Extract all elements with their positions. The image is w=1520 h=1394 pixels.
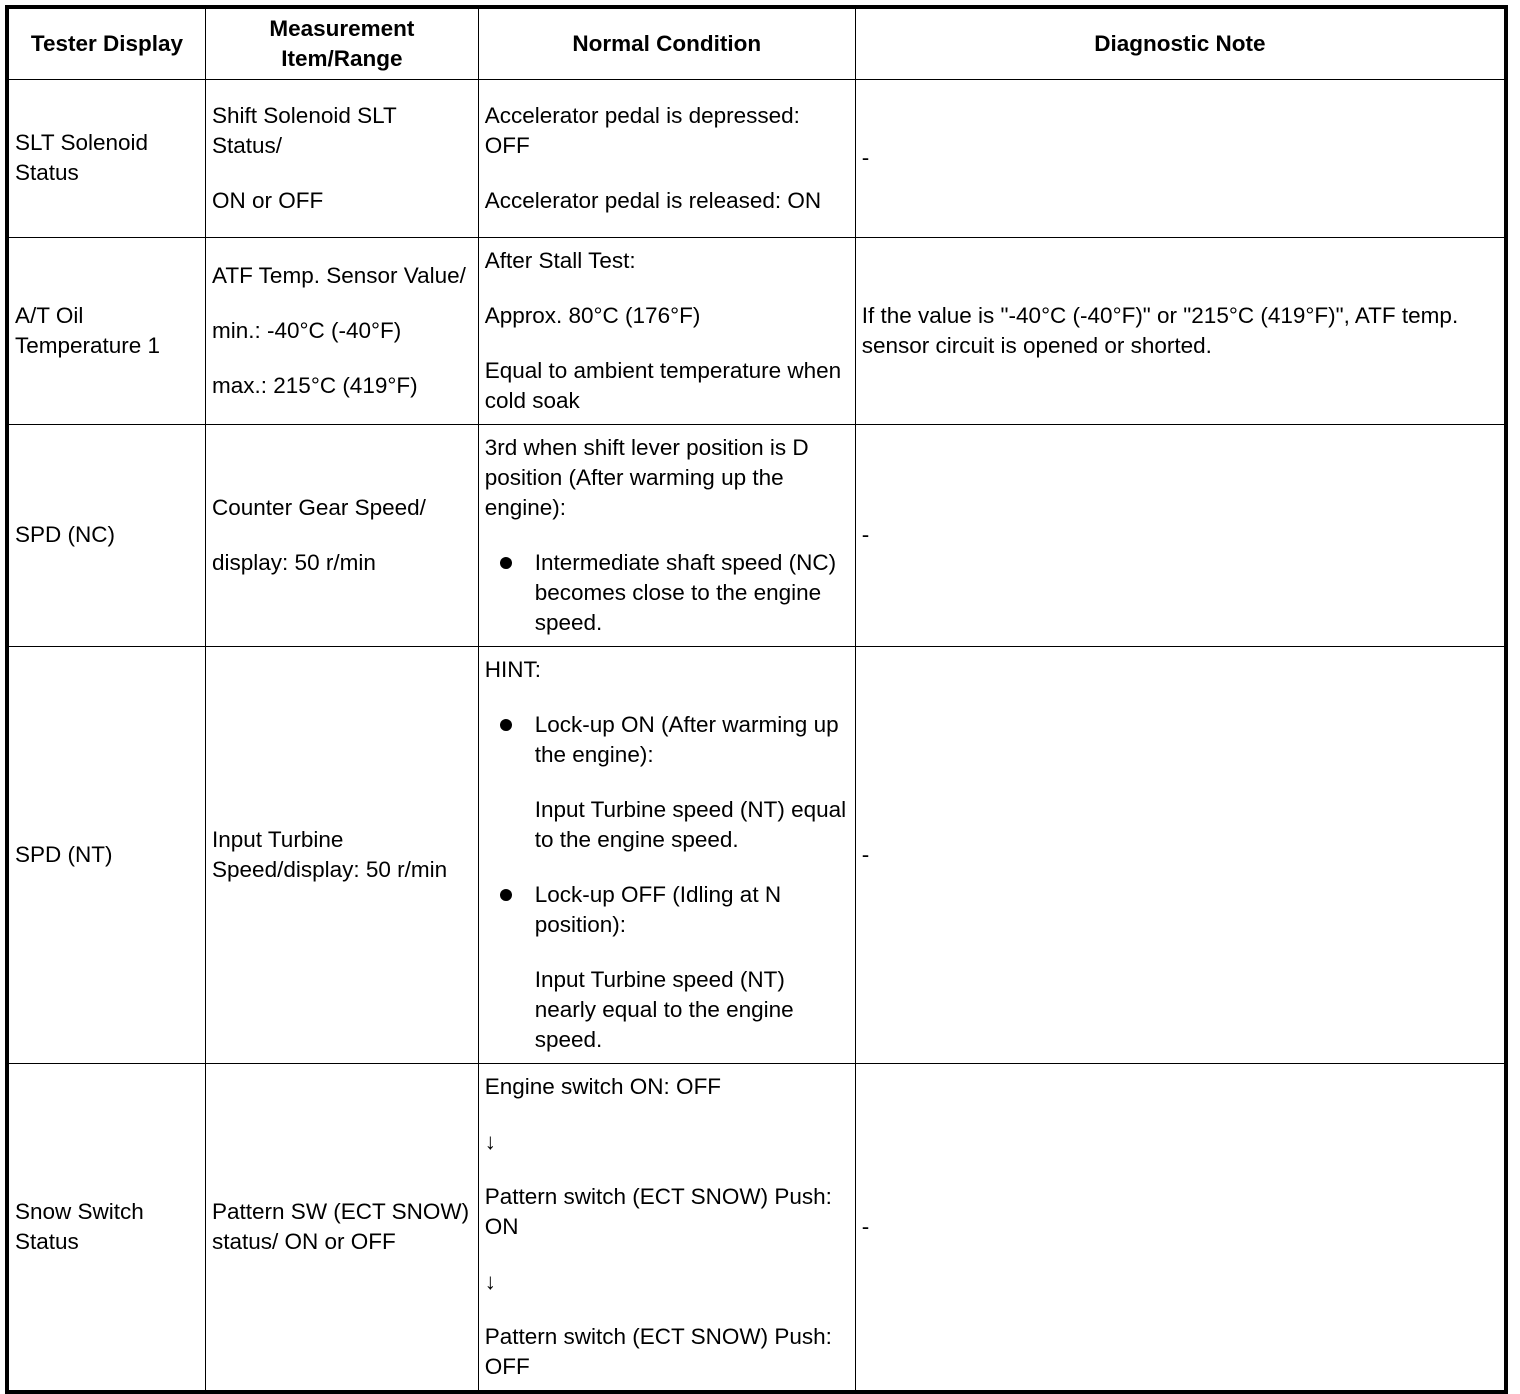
- data-list-table: [5, 5, 1508, 1394]
- cell-diagnostic-note: -: [855, 424, 1506, 646]
- condition-line: Engine switch ON: OFF: [484, 1073, 722, 1099]
- condition-line: Equal to ambient temperature when cold soak: [484, 357, 842, 413]
- measurement-line: ATF Temp. Sensor Value/: [212, 262, 466, 288]
- condition-line: HINT:: [484, 656, 541, 682]
- cell-measurement: [206, 424, 479, 646]
- bullet-list: [485, 710, 849, 1055]
- header-diagnostic-note: Diagnostic Note: [855, 7, 1506, 79]
- measurement-line: Shift Solenoid SLT Status/: [212, 102, 397, 158]
- cell-measurement: [206, 646, 479, 1063]
- cell-measurement: [206, 79, 479, 237]
- bullet-detail: Input Turbine speed (NT) equal to the engine speed.: [534, 796, 847, 852]
- measurement-line: display: 50 r/min: [212, 549, 376, 575]
- header-row: [7, 7, 1506, 79]
- condition-line: Approx. 80°C (176°F): [484, 302, 701, 328]
- list-item: [535, 880, 849, 1055]
- measurement-line: min.: -40°C (-40°F): [212, 317, 402, 343]
- cell-normal-condition: [478, 424, 855, 646]
- measurement-line: ON or OFF: [212, 187, 324, 213]
- table-row: [7, 1063, 1506, 1392]
- condition-line: 3rd when shift lever position is D position (After warming up the engine):: [484, 434, 809, 520]
- cell-tester-display: Snow Switch Status: [7, 1063, 206, 1392]
- cell-diagnostic-note: If the value is "-40°C (-40°F)" or "215°C (419°F)", ATF temp. sensor circuit is opened or shorted.: [855, 237, 1506, 424]
- cell-diagnostic-note: -: [855, 79, 1506, 237]
- bullet-icon: [500, 557, 512, 569]
- measurement-line: Pattern SW (ECT SNOW) status/ ON or OFF: [212, 1198, 470, 1254]
- cell-diagnostic-note: -: [855, 1063, 1506, 1392]
- list-item: [535, 710, 849, 855]
- header-normal-condition: Normal Condition: [478, 7, 855, 79]
- cell-tester-display: SPD (NT): [7, 646, 206, 1063]
- cell-normal-condition: [478, 237, 855, 424]
- measurement-line: Counter Gear Speed/: [212, 494, 426, 520]
- table-row: [7, 79, 1506, 237]
- cell-tester-display: SLT Solenoid Status: [7, 79, 206, 237]
- condition-line: Accelerator pedal is released: ON: [484, 187, 822, 213]
- measurement-line: Input Turbine Speed/display: 50 r/min: [212, 826, 448, 882]
- bullet-detail: Input Turbine speed (NT) nearly equal to the engine speed.: [534, 966, 794, 1052]
- table-row: [7, 646, 1506, 1063]
- condition-line: Pattern switch (ECT SNOW) Push: ON: [484, 1183, 832, 1239]
- bullet-icon: [500, 889, 512, 901]
- bullet-title: Lock-up ON (After warming up the engine):: [534, 711, 839, 767]
- cell-tester-display: SPD (NC): [7, 424, 206, 646]
- cell-measurement: [206, 237, 479, 424]
- table-row: [7, 424, 1506, 646]
- cell-normal-condition: [478, 646, 855, 1063]
- cell-normal-condition: [478, 79, 855, 237]
- bullet-text: Intermediate shaft speed (NC) becomes close to the engine speed.: [534, 549, 837, 635]
- condition-line: Accelerator pedal is depressed: OFF: [484, 102, 800, 158]
- cell-measurement: [206, 1063, 479, 1392]
- header-measurement: Measurement Item/Range: [206, 7, 479, 79]
- down-arrow-icon: ↓: [484, 1268, 496, 1294]
- table-row: [7, 237, 1506, 424]
- list-item: [535, 548, 849, 638]
- down-arrow-icon: ↓: [484, 1128, 496, 1154]
- condition-line: After Stall Test:: [484, 247, 636, 273]
- cell-normal-condition: [478, 1063, 855, 1392]
- measurement-line: max.: 215°C (419°F): [212, 372, 418, 398]
- bullet-icon: [500, 719, 512, 731]
- condition-line: Pattern switch (ECT SNOW) Push: OFF: [484, 1323, 832, 1379]
- header-tester-display: Tester Display: [7, 7, 206, 79]
- bullet-list: [485, 548, 849, 638]
- cell-diagnostic-note: -: [855, 646, 1506, 1063]
- cell-tester-display: A/T Oil Temperature 1: [7, 237, 206, 424]
- bullet-title: Lock-up OFF (Idling at N position):: [534, 881, 782, 937]
